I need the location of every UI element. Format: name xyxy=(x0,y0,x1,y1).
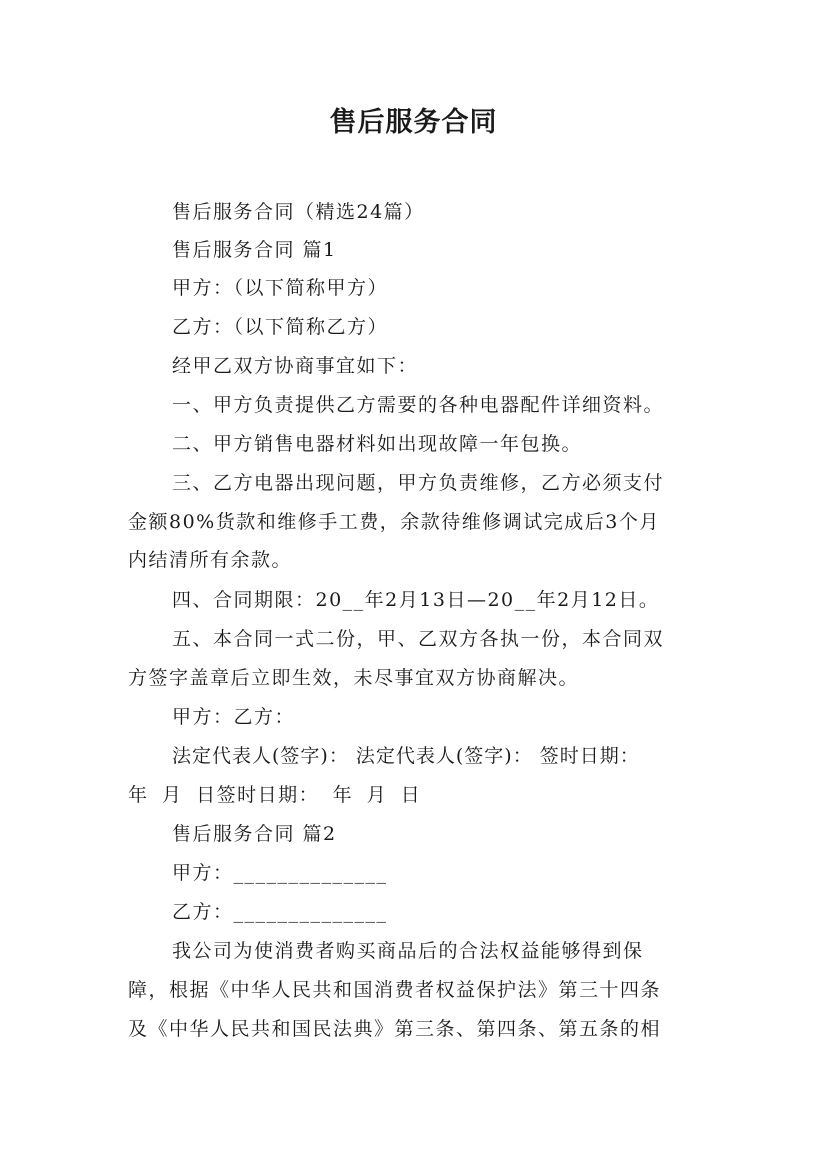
paragraph-line: 经甲乙双方协商事宜如下： xyxy=(172,355,419,377)
paragraph-line: 障，根据《中华人民共和国消费者权益保护法》第三十四条 xyxy=(128,979,662,1001)
section-heading-2: 售后服务合同 篇2 xyxy=(172,823,337,845)
paragraph-line: 及《中华人民共和国民法典》第三条、第四条、第五条的相 xyxy=(128,1018,662,1040)
clause-4: 四、合同期限：20__年2月13日—20__年2月12日。 xyxy=(172,589,660,611)
document-title: 售后服务合同 xyxy=(329,107,498,138)
clause-3-line-2: 金额80%货款和维修手工费，余款待维修调试完成后3个月 xyxy=(128,511,660,533)
clause-2: 二、甲方销售电器材料如出现故障一年包换。 xyxy=(172,433,583,455)
party-a-line: 甲方：（以下简称甲方） xyxy=(172,277,389,299)
party-a-blank: 甲方：______________ xyxy=(172,862,388,884)
clause-3-line-3: 内结清所有余款。 xyxy=(128,549,293,571)
signature-parties: 甲方：乙方： xyxy=(172,706,296,728)
clause-1: 一、甲方负责提供乙方需要的各种电器配件详细资料。 xyxy=(172,394,665,416)
clause-5-line-1: 五、本合同一式二份，甲、乙双方各执一份，本合同双 xyxy=(172,628,665,650)
clause-3-line-1: 三、乙方电器出现问题，甲方负责维修，乙方必须支付 xyxy=(172,472,665,494)
paragraph-line: 我公司为使消费者购买商品后的合法权益能够得到保 xyxy=(172,940,644,962)
clause-5-line-2: 方签字盖章后立即生效，未尽事宜双方协商解决。 xyxy=(128,667,580,689)
party-b-line: 乙方：（以下简称乙方） xyxy=(172,316,389,338)
doc-subtitle: 售后服务合同（精选24篇） xyxy=(172,201,425,223)
signature-dates: 年 月 日签时日期： 年 月 日 xyxy=(128,784,422,806)
signature-representatives: 法定代表人(签字)： 法定代表人(签字)： 签时日期： xyxy=(172,745,640,767)
section-heading-1: 售后服务合同 篇1 xyxy=(172,239,337,261)
party-b-blank: 乙方：______________ xyxy=(172,901,388,923)
